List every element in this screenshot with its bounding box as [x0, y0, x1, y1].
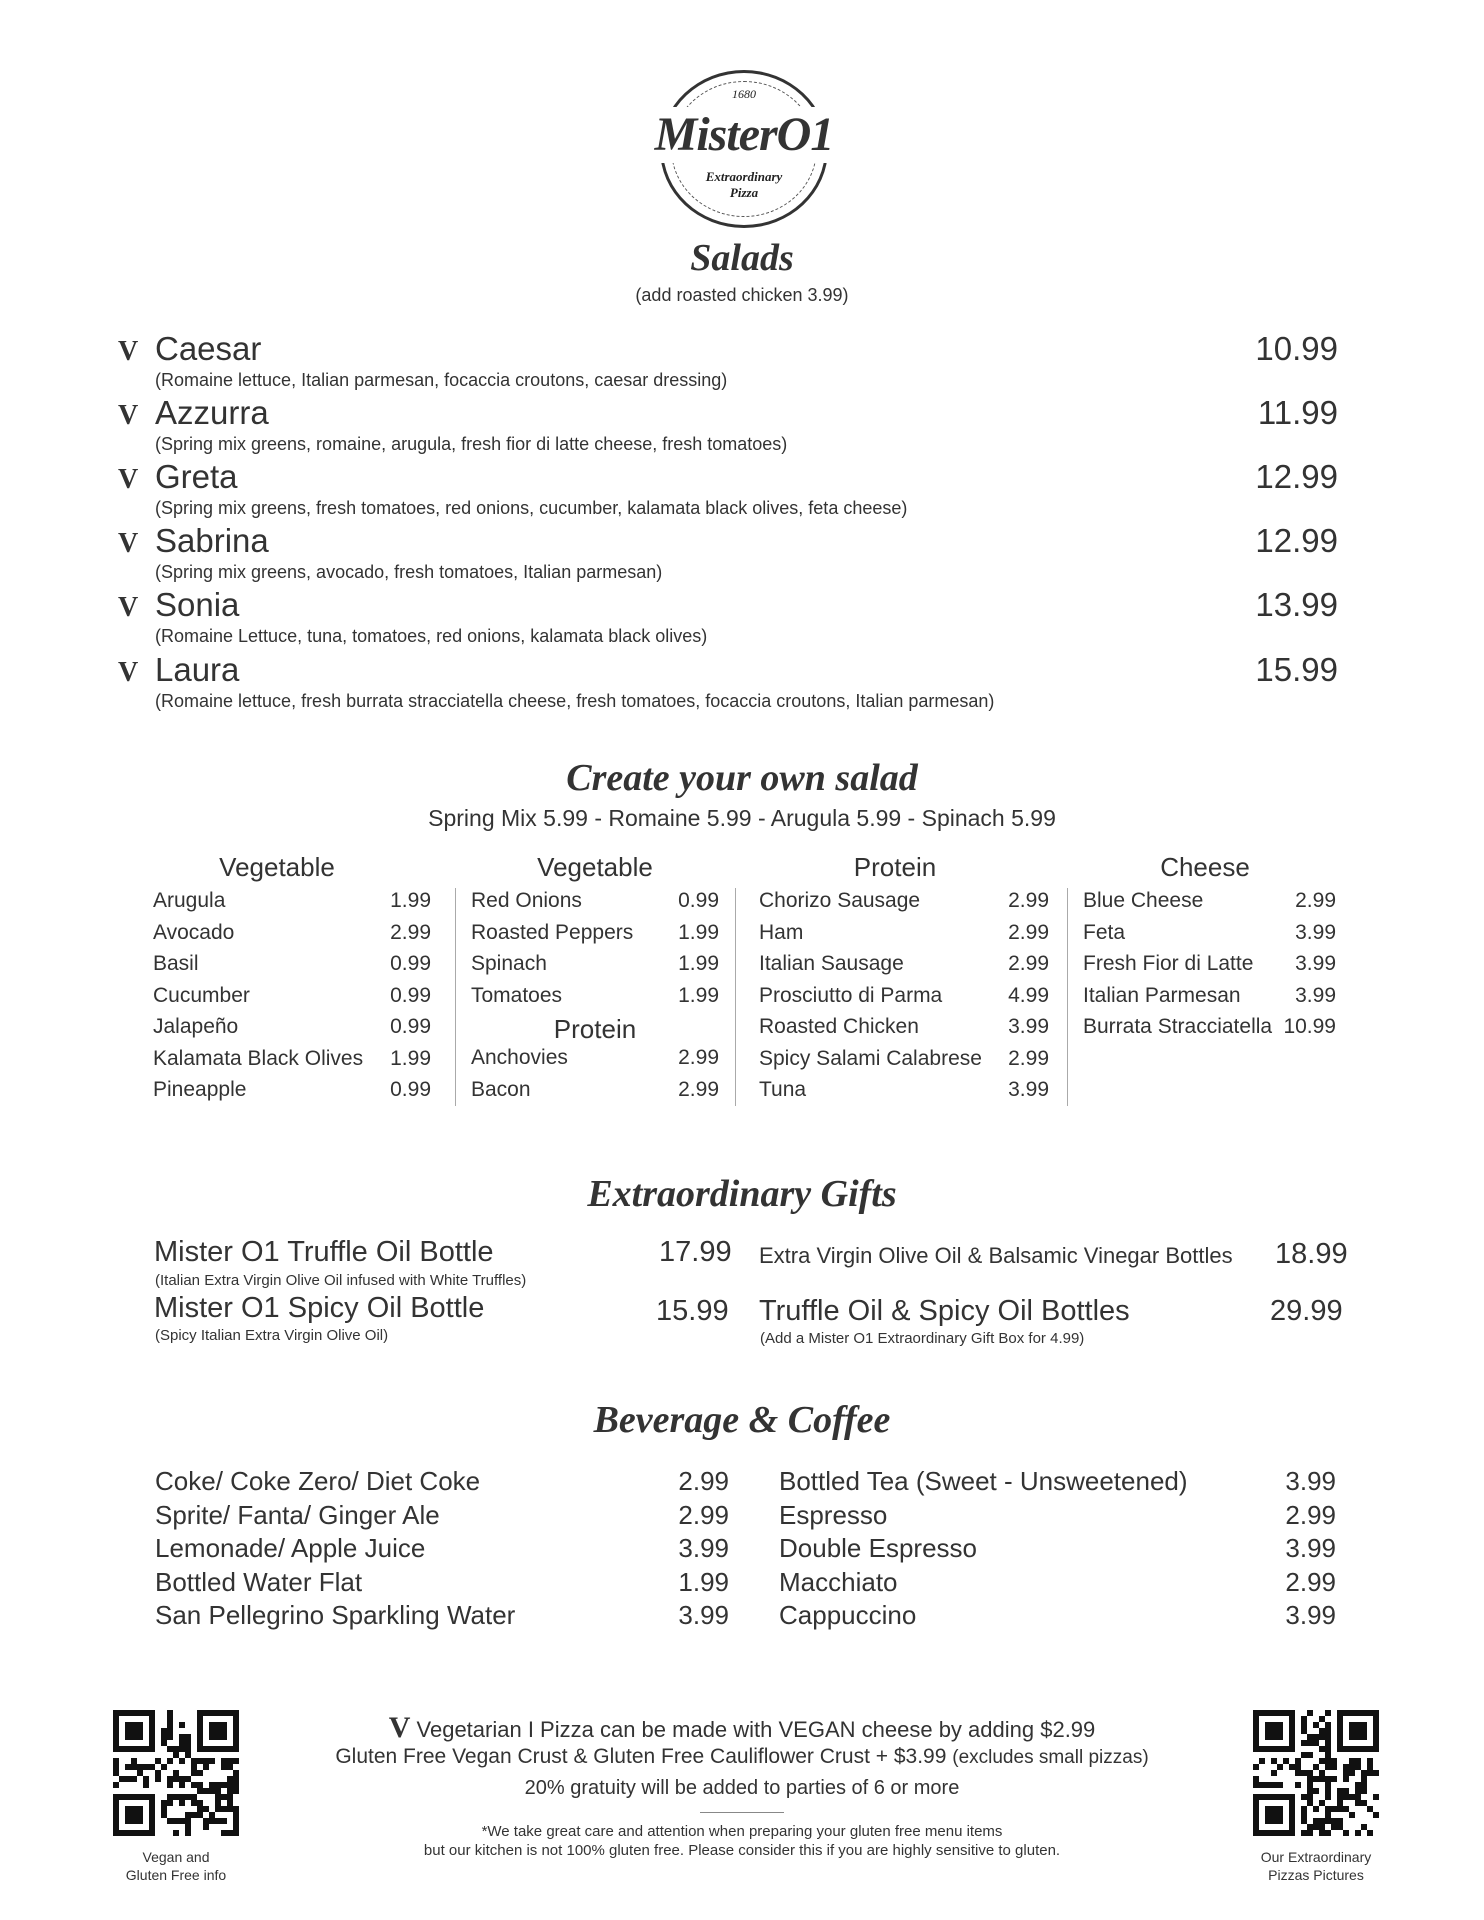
ingredient-row: [153, 1047, 431, 1079]
item-price: 3.99: [678, 1533, 729, 1563]
footer-vegetarian-line: V Vegetarian I Pizza can be made with VEGAN cheese by adding $2.99: [388, 1711, 1096, 1744]
ingredient-row: [759, 889, 1049, 921]
column-divider: [455, 888, 456, 1106]
item-price: 2.99: [678, 1499, 729, 1530]
item-price: 0.99: [390, 983, 431, 1007]
item-price: 1.99: [390, 1046, 431, 1070]
gift-truffle-spicy-name: Truffle Oil & Spicy Oil Bottles: [759, 1295, 1130, 1327]
qr-code-pizza-pictures[interactable]: [1253, 1710, 1379, 1836]
item-price: 2.99: [390, 920, 431, 944]
item-name: Bottled Water Flat: [155, 1566, 363, 1597]
salad-description: (Romaine lettuce, Italian parmesan, focaccia croutons, caesar dressing): [155, 370, 728, 390]
item-name: Avocado: [153, 920, 235, 944]
item-name: Italian Sausage: [759, 952, 904, 975]
item-name: Macchiato: [779, 1566, 898, 1597]
qr-code-vegan-info[interactable]: [113, 1710, 239, 1836]
gift-truffle-oil-price: 17.99: [659, 1236, 732, 1268]
beverage-row: [155, 1500, 729, 1534]
item-name: Blue Cheese: [1083, 889, 1204, 912]
ingredient-row: [759, 952, 1049, 984]
item-price: 3.99: [1285, 1466, 1336, 1496]
item-price: 2.99: [678, 1046, 719, 1069]
salad-price: 12.99: [1255, 522, 1338, 559]
footer-divider: [700, 1812, 784, 1813]
salad-price: 12.99: [1255, 458, 1338, 495]
item-name: San Pellegrino Sparkling Water: [155, 1600, 516, 1630]
salad-price: 11.99: [1257, 394, 1338, 431]
item-price: 1.99: [678, 983, 719, 1007]
ingredient-row: [1083, 889, 1336, 921]
ingredient-row: [153, 921, 431, 953]
item-price: 0.99: [390, 1078, 431, 1101]
qr-right-caption: Our Extraordinary Pizzas Pictures: [1260, 1849, 1372, 1883]
salad-name: Sonia: [155, 586, 240, 623]
col2-list: [471, 889, 719, 1015]
salad-name: Laura: [155, 651, 240, 688]
item-name: Pineapple: [153, 1078, 247, 1101]
item-price: 2.99: [1295, 889, 1336, 912]
item-price: 10.99: [1283, 1015, 1336, 1038]
item-price: 3.99: [1285, 1600, 1336, 1630]
item-price: 3.99: [1295, 952, 1336, 975]
item-price: 3.99: [1285, 1533, 1336, 1563]
salad-description: (Romaine lettuce, fresh burrata stracciatella cheese, fresh tomatoes, focaccia croutons, Italian parmesan): [155, 691, 995, 711]
vegetarian-icon: V: [118, 657, 139, 688]
item-name: Anchovies: [471, 1046, 568, 1069]
item-name: Espresso: [779, 1499, 888, 1530]
logo-name: MisterO1: [631, 107, 857, 163]
item-name: Coke/ Coke Zero/ Diet Coke: [155, 1466, 481, 1496]
item-price: 1.99: [678, 920, 719, 944]
item-name: Double Espresso: [779, 1533, 977, 1563]
beverage-row: [155, 1466, 729, 1500]
gift-spicy-oil-name: Mister O1 Spicy Oil Bottle: [154, 1292, 485, 1324]
ingredient-row: [153, 889, 431, 921]
item-name: Red Onions: [471, 889, 582, 912]
qr-left-caption: Vegan and Gluten Free info: [125, 1849, 227, 1883]
gifts-title: Extraordinary Gifts: [587, 1173, 897, 1215]
item-price: 2.99: [678, 1466, 729, 1496]
item-name: Feta: [1083, 920, 1126, 944]
item-name: Fresh Fior di Latte: [1083, 952, 1254, 975]
item-name: Jalapeño: [153, 1015, 239, 1038]
gift-oil-vinegar-price: 18.99: [1275, 1238, 1348, 1270]
item-name: Prosciutto di Parma: [759, 983, 943, 1007]
item-name: Spicy Salami Calabrese: [759, 1046, 982, 1070]
col3-list: [759, 889, 1049, 1110]
item-price: 0.99: [390, 952, 431, 975]
column-divider: [735, 888, 736, 1106]
ingredient-row: [1083, 984, 1336, 1016]
ingredient-row: [153, 1015, 431, 1047]
col4-heading: Cheese: [1160, 852, 1250, 882]
beverages-left-list: [155, 1466, 729, 1634]
item-name: Cappuccino: [779, 1600, 917, 1630]
item-name: Bacon: [471, 1077, 531, 1101]
salad-price: 15.99: [1255, 651, 1338, 688]
item-price: 1.99: [678, 952, 719, 975]
item-price: 0.99: [390, 1015, 431, 1038]
item-name: Chorizo Sausage: [759, 889, 921, 912]
item-price: 3.99: [1295, 983, 1336, 1007]
ingredient-row: [759, 921, 1049, 953]
salads-title: Salads: [690, 237, 794, 279]
item-price: 1.99: [678, 1566, 729, 1597]
create-salad-title: Create your own salad: [566, 757, 918, 799]
item-name: Sprite/ Fanta/ Ginger Ale: [155, 1499, 440, 1530]
item-name: Spinach: [471, 952, 547, 975]
item-price: 2.99: [1285, 1499, 1336, 1530]
gift-spicy-oil-desc: (Spicy Italian Extra Virgin Olive Oil): [155, 1327, 389, 1344]
gift-truffle-spicy-price: 29.99: [1270, 1295, 1343, 1327]
beverage-row: [155, 1533, 729, 1567]
item-name: Lemonade/ Apple Juice: [155, 1533, 426, 1563]
ingredient-row: [1083, 921, 1336, 953]
ingredient-row: [471, 1078, 719, 1110]
vegetarian-icon: V: [388, 1711, 411, 1744]
item-price: 3.99: [1295, 920, 1336, 944]
ingredient-row: [153, 1078, 431, 1110]
ingredient-row: [759, 1047, 1049, 1079]
item-price: 2.99: [678, 1077, 719, 1101]
col2-heading: Vegetable: [537, 852, 653, 882]
salad-description: (Spring mix greens, romaine, arugula, fresh fior di latte cheese, fresh tomatoes): [155, 434, 788, 454]
vegetarian-icon: V: [118, 464, 139, 495]
item-price: 3.99: [1008, 1015, 1049, 1038]
footer-gluten-free-line: Gluten Free Vegan Crust & Gluten Free Cauliflower Crust + $3.99 (excludes small pizzas): [335, 1745, 1149, 1768]
item-name: Italian Parmesan: [1083, 983, 1241, 1007]
item-name: Tuna: [759, 1078, 807, 1101]
gift-truffle-oil-desc: (Italian Extra Virgin Olive Oil infused with White Truffles): [155, 1272, 527, 1289]
salad-name: Caesar: [155, 330, 262, 367]
beverage-row: [155, 1600, 729, 1634]
column-divider: [1067, 888, 1068, 1106]
beverages-title: Beverage & Coffee: [593, 1399, 891, 1441]
item-name: Bottled Tea (Sweet - Unsweetened): [779, 1466, 1188, 1496]
item-name: Kalamata Black Olives: [153, 1046, 364, 1070]
salad-name: Sabrina: [155, 522, 269, 559]
salad-name: Azzurra: [155, 394, 269, 431]
item-name: Roasted Chicken: [759, 1015, 919, 1038]
item-price: 2.99: [1008, 952, 1049, 975]
logo-year: 1680: [732, 87, 756, 101]
col1-list: [153, 889, 431, 1110]
col4-list: [1083, 889, 1336, 1047]
ingredient-row: [471, 952, 719, 984]
vegetarian-icon: V: [118, 592, 139, 623]
item-name: Roasted Peppers: [471, 920, 634, 944]
item-price: 3.99: [678, 1600, 729, 1630]
item-price: 2.99: [1008, 920, 1049, 944]
ingredient-row: [471, 984, 719, 1016]
ingredient-row: [471, 1046, 719, 1078]
gift-spicy-oil-price: 15.99: [656, 1295, 729, 1327]
salad-price: 13.99: [1255, 586, 1338, 623]
ingredient-row: [471, 921, 719, 953]
beverage-row: [779, 1567, 1336, 1601]
footer-gratuity-line: 20% gratuity will be added to parties of 6 or more: [524, 1777, 960, 1799]
item-price: 2.99: [1008, 889, 1049, 912]
vegetarian-icon: V: [118, 400, 139, 431]
ingredient-row: [153, 984, 431, 1016]
col2-protein-list: [471, 1046, 719, 1109]
salad-price: 10.99: [1255, 330, 1338, 367]
item-name: Arugula: [153, 889, 226, 912]
beverage-row: [155, 1567, 729, 1601]
salad-description: (Spring mix greens, fresh tomatoes, red onions, cucumber, kalamata black olives, feta cheese): [155, 498, 908, 518]
col3-heading: Protein: [853, 852, 937, 882]
gluten-disclaimer: *We take great care and attention when preparing your gluten free menu items but our kitchen is not 100% gluten free. Please consider this if you are highly sensitive to gluten.: [423, 1823, 1061, 1859]
ingredient-row: [471, 889, 719, 921]
ingredient-row: [759, 984, 1049, 1016]
salad-name: Greta: [155, 458, 238, 495]
item-price: 1.99: [390, 889, 431, 912]
item-name: Cucumber: [153, 983, 250, 1007]
col1-heading: Vegetable: [219, 852, 335, 882]
salad-description: (Romaine Lettuce, tuna, tomatoes, red onions, kalamata black olives): [155, 626, 708, 646]
item-price: 4.99: [1008, 983, 1049, 1007]
salad-description: (Spring mix greens, avocado, fresh tomatoes, Italian parmesan): [155, 562, 663, 582]
gift-truffle-oil-name: Mister O1 Truffle Oil Bottle: [154, 1236, 494, 1268]
gift-oil-vinegar-name: Extra Virgin Olive Oil & Balsamic Vinegar Bottles: [759, 1243, 1233, 1268]
brand-logo: [654, 70, 834, 228]
item-price: 2.99: [1008, 1046, 1049, 1070]
beverage-row: [779, 1600, 1336, 1634]
vegetarian-icon: V: [118, 528, 139, 559]
gift-box-note: (Add a Mister O1 Extraordinary Gift Box for 4.99): [760, 1330, 1085, 1347]
ingredient-row: [759, 1078, 1049, 1110]
beverage-row: [779, 1533, 1336, 1567]
vegetarian-icon: V: [118, 336, 139, 367]
salads-note: (add roasted chicken 3.99): [635, 285, 849, 305]
item-name: Tomatoes: [471, 983, 563, 1007]
salad-bases: Spring Mix 5.99 - Romaine 5.99 - Arugula 5.99 - Spinach 5.99: [428, 805, 1056, 831]
logo-tagline: Extraordinary Pizza: [705, 169, 783, 200]
ingredient-row: [1083, 952, 1336, 984]
beverage-row: [779, 1500, 1336, 1534]
beverage-row: [779, 1466, 1336, 1500]
beverages-right-list: [779, 1466, 1336, 1634]
item-name: Burrata Stracciatella: [1083, 1015, 1273, 1038]
ingredient-row: [153, 952, 431, 984]
item-name: Ham: [759, 920, 804, 944]
col2-protein-heading: Protein: [553, 1014, 637, 1044]
ingredient-row: [1083, 1015, 1336, 1047]
ingredient-row: [759, 1015, 1049, 1047]
item-price: 3.99: [1008, 1078, 1049, 1101]
item-price: 2.99: [1285, 1566, 1336, 1597]
item-name: Basil: [153, 952, 199, 975]
item-price: 0.99: [678, 889, 719, 912]
